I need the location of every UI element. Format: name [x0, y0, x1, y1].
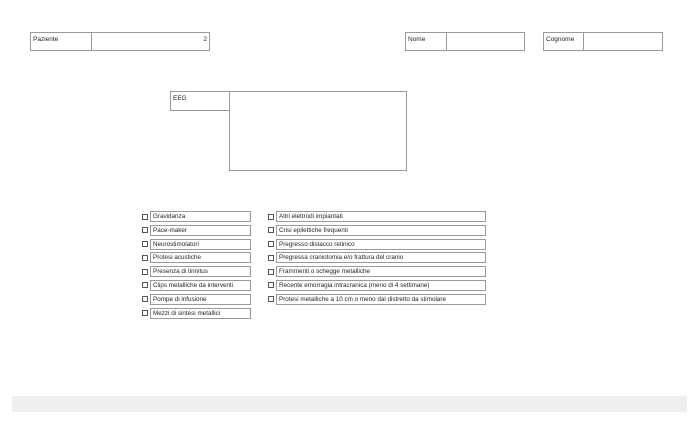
patient-value: 2: [203, 36, 207, 43]
checklist-item-label: Gravidanza: [150, 211, 251, 222]
checklist-item-protesi-acustiche[interactable]: [142, 252, 252, 263]
checkbox[interactable]: [142, 296, 148, 302]
checklist-item-label: Pregressa craniotomia e/o frattura del cranio: [276, 252, 486, 263]
eeg-textarea[interactable]: [229, 91, 407, 171]
name-field[interactable]: [446, 32, 525, 51]
patient-field[interactable]: [91, 32, 210, 51]
checklist-item-label: Presenza di tinnitus: [150, 266, 251, 277]
patient-label: Paziente: [33, 36, 59, 43]
eeg-label-cell: [170, 91, 230, 111]
checklist-item-label: Protesi metalliche a 10 cm o meno dal distretto da stimolare: [276, 294, 486, 305]
checklist-item-gravidanza[interactable]: [142, 211, 252, 222]
checkbox[interactable]: [142, 282, 148, 288]
checkbox[interactable]: [268, 241, 274, 247]
checklist-item-crisi[interactable]: [268, 225, 488, 236]
checklist-left: [142, 211, 252, 319]
checklist-item-clips[interactable]: [142, 280, 252, 291]
checklist-right: [268, 211, 488, 305]
checklist-item-label: Protesi acustiche: [150, 252, 251, 263]
checklist-item-label: Crisi epilettiche frequenti: [276, 225, 486, 236]
checkbox[interactable]: [268, 282, 274, 288]
checklist-item-pace-maker[interactable]: [142, 225, 252, 236]
checkbox[interactable]: [268, 269, 274, 275]
checkbox[interactable]: [268, 255, 274, 261]
checklist-item-label: Pregresso distacco retinico: [276, 239, 486, 250]
footer-bar: [12, 396, 687, 412]
checklist-item-neurostimolatori[interactable]: [142, 239, 252, 250]
checkbox[interactable]: [142, 241, 148, 247]
checkbox[interactable]: [268, 214, 274, 220]
checklist-item-label: Pompe di infusione: [150, 294, 251, 305]
surname-label-cell: [543, 32, 584, 51]
surname-field[interactable]: [583, 32, 663, 51]
checklist-item-label: Recente emorragia intracranica (meno di 4 settimane): [276, 280, 486, 291]
checklist-item-emorragia[interactable]: [268, 280, 488, 291]
name-label: Nome: [408, 36, 426, 43]
checkbox[interactable]: [268, 227, 274, 233]
checklist-item-pompe[interactable]: [142, 294, 252, 305]
checklist-item-label: Clips metalliche da interventi: [150, 280, 251, 291]
checklist-item-elettrodi[interactable]: [268, 211, 488, 222]
checklist-item-label: Mezzi di sintesi metallici: [150, 308, 251, 319]
checklist-item-label: Pace-maker: [150, 225, 251, 236]
eeg-label: EEG: [173, 95, 187, 102]
checklist-item-label: Frammenti o schegge metalliche: [276, 266, 486, 277]
checklist-item-protesi-metalliche[interactable]: [268, 294, 488, 305]
checkbox[interactable]: [142, 310, 148, 316]
checkbox[interactable]: [268, 296, 274, 302]
checklist-item-label: Neurostimolatori: [150, 239, 251, 250]
checklist-item-label: Altri elettrodi impiantati: [276, 211, 486, 222]
checkbox[interactable]: [142, 227, 148, 233]
checkbox[interactable]: [142, 269, 148, 275]
checklist-item-tinnitus[interactable]: [142, 266, 252, 277]
checklist-item-distacco[interactable]: [268, 239, 488, 250]
patient-label-cell: [30, 32, 92, 51]
checklist-item-craniotomia[interactable]: [268, 252, 488, 263]
surname-label: Cognome: [546, 36, 575, 43]
checklist-item-frammenti[interactable]: [268, 266, 488, 277]
checkbox[interactable]: [142, 255, 148, 261]
name-label-cell: [405, 32, 447, 51]
checklist-item-mezzi-sintesi[interactable]: [142, 308, 252, 319]
checkbox[interactable]: [142, 214, 148, 220]
